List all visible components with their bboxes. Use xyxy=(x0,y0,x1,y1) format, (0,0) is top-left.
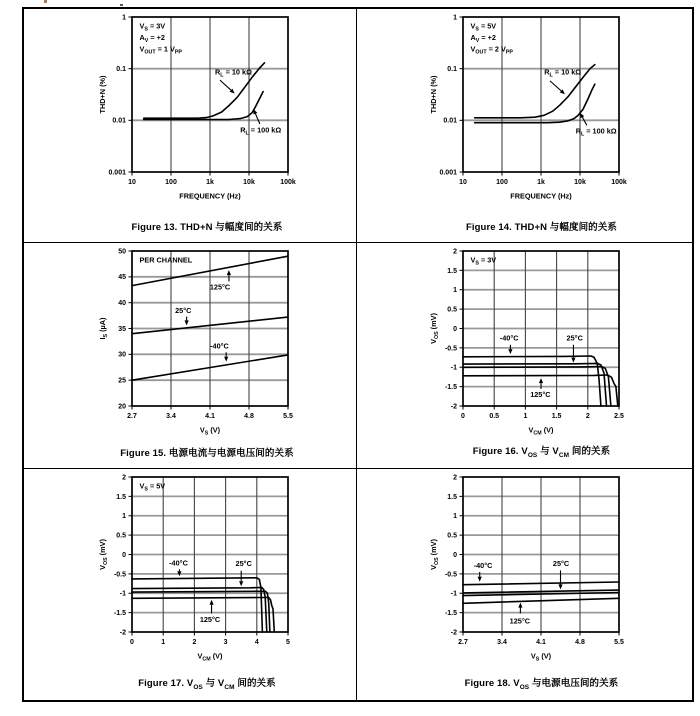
x-tick-label: 2 xyxy=(585,412,590,420)
y-tick-label: -1 xyxy=(450,364,457,372)
x-tick-label: 4.8 xyxy=(244,412,254,420)
y-tick-label: 35 xyxy=(118,325,126,333)
pointer-arrowhead-icon xyxy=(478,577,482,582)
y-tick-label: 0 xyxy=(453,551,457,559)
x-tick-label: 5.5 xyxy=(283,412,293,420)
pointer-arrow-line xyxy=(255,114,259,124)
curve-label: $R_L = 10$ kΩ xyxy=(215,67,252,79)
x-axis-title: $V_S$ (V) xyxy=(199,425,221,436)
curve-label: 25°C xyxy=(552,559,570,569)
x-tick-label: 10 xyxy=(128,179,136,186)
y-tick-label: 1 xyxy=(453,14,457,22)
y-tick-label: 1.5 xyxy=(116,493,126,501)
y-tick-label: -2 xyxy=(450,402,457,410)
x-tick-label: 4.1 xyxy=(205,412,215,420)
y-tick-label: 20 xyxy=(118,402,126,410)
curve-label: 125°C xyxy=(509,616,531,626)
x-tick-label: 4 xyxy=(254,639,259,646)
x-tick-label: 10k xyxy=(243,179,255,186)
x-tick-label: 10 xyxy=(459,179,467,186)
pointer-arrowhead-icon xyxy=(239,581,243,586)
x-tick-label: 2 xyxy=(192,639,197,646)
pointer-arrowhead-icon xyxy=(185,320,189,325)
figure-18-caption: Figure 18. $V_{OS}$ 与电源电压间的关系 xyxy=(464,678,619,691)
condition-text: PER CHANNEL xyxy=(139,255,193,264)
figure-18-chart xyxy=(357,469,693,671)
figure-13-cell xyxy=(24,9,357,243)
x-tick-label: 100 xyxy=(496,179,508,186)
curve-label: $R_L = 10$ kΩ xyxy=(544,67,582,79)
figure-15-caption: Figure 15. 电源电流与电源电压间的关系 xyxy=(120,448,294,459)
curve-label: 25°C xyxy=(235,559,252,569)
y-tick-label: 0.5 xyxy=(447,306,457,314)
condition-text: $V_S = 3V$ xyxy=(470,255,497,266)
condition-text: $V_{OUT} = 1$ $V_{PP}$ xyxy=(139,44,182,56)
fig16-svg xyxy=(357,243,693,445)
x-axis-title: $V_{CM}$ (V) xyxy=(197,651,223,663)
y-tick-label: 0 xyxy=(122,551,126,559)
fig15-svg xyxy=(26,243,362,445)
figure-15-chart xyxy=(26,243,362,445)
x-tick-label: 4.1 xyxy=(536,639,546,646)
x-axis-title: FREQUENCY (Hz) xyxy=(179,191,241,201)
curve-label: 125°C xyxy=(199,615,221,624)
fig17-svg xyxy=(26,469,362,671)
x-tick-label: 5.5 xyxy=(614,639,624,646)
y-tick-label: 1 xyxy=(453,286,457,294)
figure-14-chart xyxy=(357,9,693,211)
pointer-arrowhead-icon xyxy=(539,378,543,383)
y-tick-label: 1.5 xyxy=(447,267,457,275)
y-tick-label: -1 xyxy=(119,590,126,598)
y-tick-label: 0.001 xyxy=(439,169,457,177)
x-axis-title: $V_S$ (V) xyxy=(530,651,552,663)
x-tick-label: 1 xyxy=(523,412,528,420)
pointer-arrowhead-icon xyxy=(518,603,522,608)
x-tick-label: 2.5 xyxy=(614,412,624,420)
series-RL-100-k- xyxy=(144,92,263,120)
curve-label: 25°C xyxy=(566,333,583,343)
condition-text: $V_S = 5V$ xyxy=(470,21,497,33)
figure-14-cell xyxy=(357,9,692,243)
figure-16-cell xyxy=(357,243,692,470)
y-axis-title: $V_{OS}$ (mV) xyxy=(98,539,109,570)
y-tick-label: 0.001 xyxy=(108,169,126,177)
fig14-svg xyxy=(357,9,693,211)
y-tick-label: 25 xyxy=(118,377,126,385)
condition-text: $V_S = 3V$ xyxy=(139,21,166,33)
condition-text: $V_S = 5V$ xyxy=(139,481,166,493)
y-tick-label: 0.01 xyxy=(112,117,126,125)
series--40-C xyxy=(132,578,262,632)
y-tick-label: 1.5 xyxy=(447,493,457,501)
y-tick-label: 2 xyxy=(453,247,457,255)
y-tick-label: -2 xyxy=(119,629,126,637)
pointer-arrowhead-icon xyxy=(227,270,231,275)
pointer-arrow-line xyxy=(220,80,231,90)
condition-text: $V_{OUT} = 2$ $V_{PP}$ xyxy=(470,44,513,56)
y-tick-label: 2 xyxy=(122,474,126,482)
pointer-arrow-line xyxy=(582,117,586,125)
page-edge-artifact xyxy=(120,4,123,6)
curve-label: 125°C xyxy=(530,389,551,399)
y-axis-title: $V_{OS}$ (mV) xyxy=(429,539,440,570)
x-axis-title: $V_{CM}$ (V) xyxy=(528,425,554,436)
y-tick-label: -0.5 xyxy=(113,571,126,579)
y-tick-label: 1 xyxy=(122,513,126,521)
y-tick-label: 0.5 xyxy=(447,532,457,540)
figure-17-chart xyxy=(26,469,362,671)
y-tick-label: -1.5 xyxy=(444,383,457,391)
y-tick-label: 2 xyxy=(453,474,457,482)
y-tick-label: 1 xyxy=(453,513,457,521)
y-tick-label: 0.5 xyxy=(116,532,126,540)
x-tick-label: 2.7 xyxy=(458,639,468,646)
x-tick-label: 1k xyxy=(537,179,545,186)
y-axis-title: THD+N (%) xyxy=(98,75,107,114)
x-tick-label: 0.5 xyxy=(489,412,500,420)
curve-label: -40°C xyxy=(473,560,493,570)
figure-17-caption: Figure 17. $V_{OS}$ 与 $V_{CM}$ 间的关系 xyxy=(138,678,276,691)
y-tick-label: -1 xyxy=(450,590,457,598)
y-tick-label: 50 xyxy=(118,247,126,255)
y-tick-label: -1.5 xyxy=(444,610,457,618)
pointer-arrowhead-icon xyxy=(224,356,228,361)
figure-15-cell xyxy=(24,243,357,470)
y-tick-label: 0.1 xyxy=(116,66,126,74)
x-tick-label: 1.5 xyxy=(551,412,562,420)
y-tick-label: 1 xyxy=(122,14,126,22)
pointer-arrowhead-icon xyxy=(253,109,257,114)
x-tick-label: 3 xyxy=(223,639,228,646)
y-tick-label: 0 xyxy=(453,325,457,333)
figure-grid xyxy=(22,7,694,702)
condition-text: $A_V = +2$ xyxy=(470,33,496,44)
x-tick-label: 0 xyxy=(461,412,465,420)
y-axis-title: THD+N (%) xyxy=(429,75,438,114)
pointer-arrowhead-icon xyxy=(210,600,214,605)
curve-label: 25°C xyxy=(175,305,192,315)
fig18-svg xyxy=(357,469,693,671)
x-axis-title: FREQUENCY (Hz) xyxy=(510,191,572,201)
x-tick-label: 100 xyxy=(165,179,177,186)
x-tick-label: 1k xyxy=(206,179,214,186)
x-tick-label: 100k xyxy=(280,179,296,186)
x-tick-label: 3.4 xyxy=(166,412,176,420)
y-axis-title: $I_S$ (µA) xyxy=(98,317,109,339)
figure-16-chart xyxy=(357,243,693,445)
pointer-arrowhead-icon xyxy=(558,584,562,589)
x-tick-label: 1 xyxy=(161,639,166,646)
curve-label: 125°C xyxy=(209,282,231,292)
y-axis-title: $V_{OS}$ (mV) xyxy=(429,312,440,344)
figure-18-cell xyxy=(357,469,692,700)
y-tick-label: 45 xyxy=(118,273,126,281)
x-tick-label: 100k xyxy=(611,179,627,186)
curve-label: $R_L = 100$ kΩ xyxy=(240,125,282,137)
y-tick-label: 0.01 xyxy=(443,117,457,125)
x-tick-label: 2.7 xyxy=(127,412,137,420)
pointer-arrowhead-icon xyxy=(571,357,575,362)
series-25-C xyxy=(463,363,607,406)
figure-16-caption: Figure 16. $V_{OS}$ 与 $V_{CM}$ 间的关系 xyxy=(472,446,611,459)
x-tick-label: 5 xyxy=(286,639,290,646)
x-tick-label: 3.4 xyxy=(497,639,507,646)
curve-label: $R_L = 100$ kΩ xyxy=(575,126,617,138)
figure-13-chart xyxy=(26,9,362,211)
y-tick-label: 0.1 xyxy=(447,66,457,74)
condition-text: $A_V = +2$ xyxy=(139,33,165,44)
x-tick-label: 4.8 xyxy=(575,639,585,646)
pointer-arrow-line xyxy=(550,81,561,91)
curve-label: -40°C xyxy=(210,340,229,350)
pointer-arrowhead-icon xyxy=(508,349,512,354)
figure-14-caption: Figure 14. THD+N 与幅度间的关系 xyxy=(466,221,617,233)
y-tick-label: -2 xyxy=(450,629,457,637)
curve-label: -40°C xyxy=(499,333,519,343)
x-tick-label: 0 xyxy=(130,639,134,646)
y-tick-label: -1.5 xyxy=(113,610,126,618)
curve-label: -40°C xyxy=(169,558,188,568)
figure-13-caption: Figure 13. THD+N 与幅度间的关系 xyxy=(131,221,283,233)
x-tick-label: 10k xyxy=(574,179,586,186)
page-edge-artifact xyxy=(44,0,47,3)
y-tick-label: -0.5 xyxy=(444,571,457,579)
y-tick-label: 30 xyxy=(118,351,126,359)
figure-17-cell xyxy=(24,469,357,700)
y-tick-label: 40 xyxy=(118,299,126,307)
fig13-svg xyxy=(26,9,362,211)
y-tick-label: -0.5 xyxy=(444,344,457,352)
